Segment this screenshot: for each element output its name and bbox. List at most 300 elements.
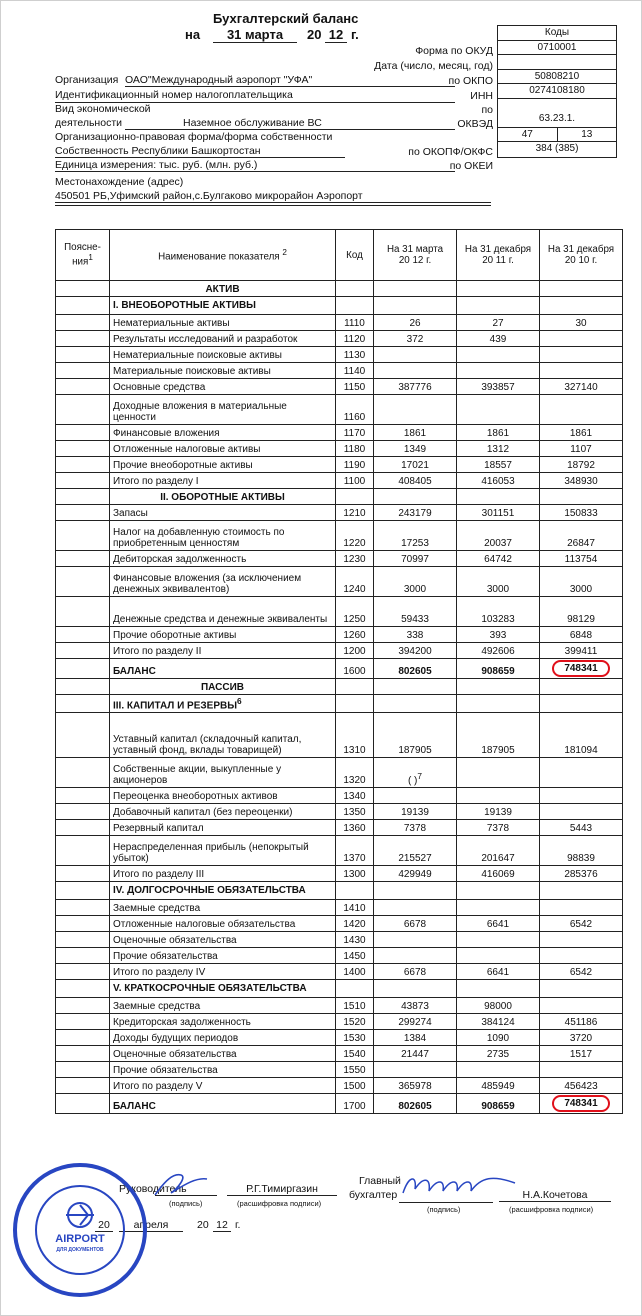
row-indicator-name — [110, 425, 336, 441]
row-value-3 — [540, 948, 623, 964]
row-value-2 — [457, 788, 540, 804]
row-value-3 — [540, 297, 623, 315]
row-value-3 — [540, 998, 623, 1014]
row-notes-cell — [56, 679, 110, 695]
row-value-3 — [540, 425, 623, 441]
row-value-3 — [540, 836, 623, 866]
table-row — [56, 980, 623, 998]
value-text: 103283 — [481, 614, 515, 625]
codes-box — [497, 25, 617, 158]
row-value-1 — [374, 916, 457, 932]
row-code: 1100 — [336, 473, 374, 489]
value-text: 384124 — [481, 1017, 515, 1029]
row-value-2 — [457, 379, 540, 395]
chief-sign-caption: (подпись) — [427, 1205, 461, 1214]
value-text: 70997 — [401, 554, 429, 565]
row-notes-cell — [56, 1062, 110, 1078]
row-value-1 — [374, 521, 457, 551]
row-value-1 — [374, 1094, 457, 1114]
row-value-1 — [374, 643, 457, 659]
row-value-2 — [457, 505, 540, 521]
table-row — [56, 425, 623, 441]
row-indicator-name — [110, 980, 336, 998]
row-notes-cell — [56, 425, 110, 441]
value-text: 301151 — [481, 508, 515, 519]
row-indicator-name — [110, 713, 336, 758]
row-code: 1400 — [336, 964, 374, 980]
row-notes-cell — [56, 347, 110, 363]
row-value-2 — [457, 804, 540, 820]
col-code-header: Код — [336, 230, 374, 281]
row-notes-cell — [56, 551, 110, 567]
row-value-2 — [457, 964, 540, 980]
row-code: 1180 — [336, 441, 374, 457]
value-text: 439 — [489, 334, 507, 345]
row-indicator-name — [110, 1078, 336, 1094]
seal-emblem-icon — [60, 1201, 100, 1229]
row-value-2 — [457, 347, 540, 363]
row-indicator-name — [110, 948, 336, 964]
row-value-2 — [457, 457, 540, 473]
row-notes-cell — [56, 489, 110, 505]
row-code: 1230 — [336, 551, 374, 567]
indicator-label: Денежные средства и денежные эквиваленты — [113, 614, 328, 625]
row-value-1 — [374, 505, 457, 521]
row-value-1 — [374, 1014, 457, 1030]
value-text: 1384 — [403, 1033, 427, 1045]
col-notes-header: Поясне-ния$^1$ — [56, 230, 110, 281]
row-value-1 — [374, 758, 457, 788]
row-indicator-name — [110, 395, 336, 425]
row-value-3 — [540, 315, 623, 331]
value-text: 6848 — [569, 630, 593, 641]
sign-date-year-label: г. — [235, 1219, 241, 1231]
row-indicator-name — [110, 281, 336, 297]
row-notes-cell — [56, 395, 110, 425]
row-code: 1210 — [336, 505, 374, 521]
value-text: 5443 — [569, 823, 593, 835]
row-indicator-name — [110, 758, 336, 788]
value-text: ( ) — [407, 775, 418, 787]
row-indicator-name — [110, 505, 336, 521]
balance-table — [55, 229, 623, 1114]
row-value-1 — [374, 567, 457, 597]
value-text: 393 — [489, 630, 507, 641]
col-dec2010-header: На 31 декабря 20 10 г. — [540, 230, 623, 281]
table-row — [56, 932, 623, 948]
row-indicator-name — [110, 643, 336, 659]
table-row — [56, 521, 623, 551]
table-row — [56, 489, 623, 505]
chief-label-1: Главный — [359, 1175, 401, 1187]
table-row — [56, 1078, 623, 1094]
indicator-label: Доходные вложения в материальные ценности — [113, 401, 287, 423]
row-value-2 — [457, 695, 540, 713]
row-notes-cell — [56, 457, 110, 473]
row-value-2 — [457, 1014, 540, 1030]
row-notes-cell — [56, 882, 110, 900]
value-text: 181094 — [564, 745, 598, 757]
company-seal-icon — [13, 1163, 147, 1297]
table-row — [56, 758, 623, 788]
row-value-2 — [457, 627, 540, 643]
table-row — [56, 659, 623, 679]
row-notes-cell — [56, 804, 110, 820]
okopf-okfs-row — [498, 128, 616, 143]
row-code: 1220 — [336, 521, 374, 551]
table-row — [56, 347, 623, 363]
row-code: 1350 — [336, 804, 374, 820]
row-indicator-name — [110, 882, 336, 900]
row-code: 1190 — [336, 457, 374, 473]
table-row — [56, 820, 623, 836]
row-value-2 — [457, 948, 540, 964]
value-text: 3720 — [569, 1033, 593, 1045]
col-indicator-header: Наименование показателя $^2$ — [110, 230, 336, 281]
row-value-2 — [457, 1078, 540, 1094]
value-text: 6641 — [486, 919, 510, 931]
row-indicator-name — [110, 932, 336, 948]
row-value-2 — [457, 1062, 540, 1078]
unit-label: Единица измерения: тыс. руб. (млн. руб.) — [55, 159, 455, 172]
row-notes-cell — [56, 932, 110, 948]
value-text: 20037 — [484, 538, 512, 549]
row-notes-cell — [56, 1094, 110, 1114]
indicator-label: Добавочный капитал (без переоценки) — [113, 807, 293, 819]
row-code: 1700 — [336, 1094, 374, 1114]
value-text: 6678 — [403, 919, 427, 931]
row-value-2 — [457, 315, 540, 331]
okfs-value: 13 — [581, 128, 593, 140]
indicator-label: Прочие обязательства — [113, 1065, 218, 1077]
row-value-2 — [457, 473, 540, 489]
document-title: Бухгалтерский баланс — [213, 11, 359, 26]
table-row — [56, 457, 623, 473]
row-indicator-name — [110, 489, 336, 505]
row-value-2 — [457, 836, 540, 866]
okud-label: Форма по ОКУД — [415, 45, 493, 57]
row-value-3 — [540, 882, 623, 900]
row-value-3 — [540, 804, 623, 820]
row-value-1 — [374, 489, 457, 505]
row-code: 1420 — [336, 916, 374, 932]
table-row — [56, 297, 623, 315]
row-indicator-name — [110, 659, 336, 679]
indicator-label: V. КРАТКОСРОЧНЫЕ ОБЯЗАТЕЛЬСТВА — [113, 983, 307, 995]
address-underline — [55, 205, 491, 206]
table-row — [56, 395, 623, 425]
sign-date-year-prefix: 20 — [197, 1219, 209, 1231]
row-value-1 — [374, 331, 457, 347]
row-notes-cell — [56, 505, 110, 521]
row-indicator-name — [110, 521, 336, 551]
indicator-label: Собственные акции, выкупленные у акционеров — [113, 764, 282, 787]
table-header-row — [56, 230, 623, 281]
row-value-1 — [374, 347, 457, 363]
row-value-3 — [540, 489, 623, 505]
row-value-3 — [540, 820, 623, 836]
table-row — [56, 551, 623, 567]
row-code — [336, 882, 374, 900]
date-code-value — [498, 55, 616, 70]
row-value-1 — [374, 1046, 457, 1062]
okopf-label: по ОКОПФ/ОКФС — [408, 146, 493, 158]
table-row — [56, 788, 623, 804]
head-decode-caption: (расшифровка подписи) — [237, 1199, 322, 1208]
row-indicator-name — [110, 1062, 336, 1078]
table-row — [56, 713, 623, 758]
row-value-2 — [457, 882, 540, 900]
row-value-3 — [540, 627, 623, 643]
row-value-2 — [457, 679, 540, 695]
chief-label-2: бухгалтер — [349, 1189, 398, 1201]
table-row — [56, 998, 623, 1014]
value-text: 429949 — [398, 869, 432, 881]
indicator-label: Итого по разделу II — [113, 646, 202, 657]
value-text: 372 — [406, 334, 424, 345]
table-row — [56, 679, 623, 695]
row-code: 1110 — [336, 315, 374, 331]
row-value-3 — [540, 1094, 623, 1114]
value-text: 64742 — [484, 554, 512, 565]
row-value-3 — [540, 932, 623, 948]
table-row — [56, 281, 623, 297]
row-value-3 — [540, 379, 623, 395]
indicator-label: Результаты исследований и разработок — [113, 334, 298, 345]
value-text: 27 — [492, 318, 504, 329]
value-text: 17021 — [401, 460, 429, 471]
indicator-label: БАЛАНС — [113, 666, 156, 677]
row-code: 1500 — [336, 1078, 374, 1094]
row-value-3 — [540, 473, 623, 489]
row-indicator-name — [110, 473, 336, 489]
row-notes-cell — [56, 363, 110, 379]
okved-value: 63.23.1. — [498, 99, 616, 128]
row-code: 1140 — [336, 363, 374, 379]
value-text: 59433 — [401, 614, 429, 625]
row-value-2 — [457, 820, 540, 836]
indicator-label: I. ВНЕОБОРОТНЫЕ АКТИВЫ — [113, 300, 256, 311]
col-dec2011-header: На 31 декабря 20 11 г. — [457, 230, 540, 281]
row-notes-cell — [56, 297, 110, 315]
indicator-label: Материальные поисковые активы — [113, 366, 271, 377]
row-value-3 — [540, 395, 623, 425]
row-value-3 — [540, 659, 623, 679]
date-on-label: на — [185, 27, 201, 42]
table-row — [56, 315, 623, 331]
table-row — [56, 916, 623, 932]
row-value-3 — [540, 1014, 623, 1030]
location-label: Местонахождение (адрес) — [55, 176, 184, 188]
value-text: 492606 — [481, 646, 515, 657]
row-value-3 — [540, 695, 623, 713]
row-value-1 — [374, 551, 457, 567]
row-code — [336, 297, 374, 315]
row-value-3 — [540, 866, 623, 882]
row-code: 1540 — [336, 1046, 374, 1062]
value-text: 1312 — [486, 444, 510, 455]
row-notes-cell — [56, 916, 110, 932]
value-text: 348930 — [564, 476, 598, 487]
head-label: Руководитель — [119, 1183, 187, 1195]
row-value-1 — [374, 679, 457, 695]
row-notes-cell — [56, 1014, 110, 1030]
row-value-3 — [540, 964, 623, 980]
row-indicator-name — [110, 998, 336, 1014]
row-indicator-name — [110, 379, 336, 395]
value-text: 802605 — [398, 666, 432, 677]
row-value-1 — [374, 866, 457, 882]
row-value-1 — [374, 804, 457, 820]
value-text: 338 — [406, 630, 424, 641]
indicator-label: Прочие обязательства — [113, 951, 218, 963]
row-notes-cell — [56, 1078, 110, 1094]
row-code — [336, 679, 374, 695]
row-code: 1520 — [336, 1014, 374, 1030]
row-notes-cell — [56, 948, 110, 964]
row-code — [336, 980, 374, 998]
value-text: 21447 — [401, 1049, 429, 1061]
date-code-label: Дата (число, месяц, год) — [374, 60, 493, 72]
okved-label-2: ОКВЭД — [457, 118, 493, 130]
row-indicator-name — [110, 679, 336, 695]
value-text: 6678 — [403, 967, 427, 979]
row-notes-cell — [56, 659, 110, 679]
value-text: 1861 — [403, 428, 427, 439]
head-sign-line — [155, 1195, 217, 1196]
row-value-2 — [457, 551, 540, 567]
legal-form-label: Организационно-правовая форма/форма собственности — [55, 131, 333, 143]
row-notes-cell — [56, 281, 110, 297]
value-text: 113754 — [564, 554, 598, 565]
row-value-3 — [540, 758, 623, 788]
row-value-2 — [457, 916, 540, 932]
sign-date-year: 12 — [213, 1219, 231, 1232]
indicator-label: IV. ДОЛГОСРОЧНЫЕ ОБЯЗАТЕЛЬСТВА — [113, 885, 306, 897]
okei-label: по ОКЕИ — [449, 160, 493, 172]
row-value-1 — [374, 1062, 457, 1078]
row-indicator-name — [110, 804, 336, 820]
highlighted-balance-value: 748341 — [552, 1095, 609, 1112]
value-text: 98000 — [484, 1001, 512, 1013]
chief-name: Н.А.Кочетова — [499, 1189, 611, 1202]
row-code: 1240 — [336, 567, 374, 597]
value-text: 285376 — [564, 869, 598, 881]
indicator-label: Оценочные обязательства — [113, 1049, 237, 1061]
indicator-label: Отложенные налоговые активы — [113, 444, 261, 455]
row-indicator-name — [110, 347, 336, 363]
table-row — [56, 964, 623, 980]
table-row — [56, 804, 623, 820]
row-value-1 — [374, 820, 457, 836]
row-value-3 — [540, 521, 623, 551]
row-value-2 — [457, 331, 540, 347]
indicator-label: Оценочные обязательства — [113, 935, 237, 947]
seal-subtext: ДЛЯ ДОКУМЕНТОВ — [56, 1247, 104, 1253]
value-text: 456423 — [564, 1081, 598, 1093]
row-code: 1360 — [336, 820, 374, 836]
row-value-2 — [457, 866, 540, 882]
row-notes-cell — [56, 866, 110, 882]
row-notes-cell — [56, 521, 110, 551]
row-value-2 — [457, 998, 540, 1014]
row-value-2 — [457, 659, 540, 679]
value-text: 43873 — [401, 1001, 429, 1013]
row-notes-cell — [56, 998, 110, 1014]
row-value-3 — [540, 347, 623, 363]
value-text: 6641 — [486, 967, 510, 979]
row-indicator-name — [110, 695, 336, 713]
row-indicator-name — [110, 331, 336, 347]
value-text: 18557 — [484, 460, 512, 471]
address-value: 450501 РБ,Уфимский район,с.Булгаково микрорайон Аэропорт — [55, 190, 491, 203]
value-text: 3000 — [569, 584, 593, 595]
table-row — [56, 948, 623, 964]
row-value-1 — [374, 1078, 457, 1094]
value-text: 19139 — [401, 807, 429, 819]
table-row — [56, 441, 623, 457]
indicator-label: II. ОБОРОТНЫЕ АКТИВЫ — [160, 492, 285, 503]
row-value-2 — [457, 932, 540, 948]
footnote-mark: 7 — [417, 771, 423, 781]
row-notes-cell — [56, 964, 110, 980]
table-row — [56, 1046, 623, 1062]
ownership-value: Собственность Республики Башкортостан — [55, 145, 345, 158]
value-text: 19139 — [484, 807, 512, 819]
row-indicator-name — [110, 836, 336, 866]
row-code: 1150 — [336, 379, 374, 395]
row-indicator-name — [110, 1046, 336, 1062]
year-suffix: 12 — [325, 27, 347, 43]
row-value-3 — [540, 597, 623, 627]
row-notes-cell — [56, 473, 110, 489]
row-value-1 — [374, 363, 457, 379]
value-text: 1090 — [486, 1033, 510, 1045]
row-value-3 — [540, 1062, 623, 1078]
value-text: 365978 — [398, 1081, 432, 1093]
row-value-3 — [540, 551, 623, 567]
row-value-2 — [457, 643, 540, 659]
row-value-3 — [540, 643, 623, 659]
row-value-1 — [374, 713, 457, 758]
row-value-3 — [540, 713, 623, 758]
row-code: 1250 — [336, 597, 374, 627]
row-code: 1320 — [336, 758, 374, 788]
value-text: 299274 — [398, 1017, 432, 1029]
value-text: 6542 — [569, 967, 593, 979]
inn-value: 0274108180 — [498, 84, 616, 99]
table-row — [56, 1094, 623, 1114]
table-row — [56, 627, 623, 643]
row-value-3 — [540, 1046, 623, 1062]
row-code: 1370 — [336, 836, 374, 866]
row-value-1 — [374, 948, 457, 964]
row-value-3 — [540, 505, 623, 521]
seal-inner-ring — [35, 1185, 125, 1275]
value-text: 416053 — [481, 476, 515, 487]
activity-label-2: деятельности — [55, 117, 122, 129]
row-value-1 — [374, 627, 457, 643]
row-value-3 — [540, 331, 623, 347]
row-indicator-name — [110, 866, 336, 882]
indicator-label: БАЛАНС — [113, 1101, 156, 1113]
indicator-label: Итого по разделу III — [113, 869, 205, 881]
row-notes-cell — [56, 900, 110, 916]
row-value-3 — [540, 916, 623, 932]
row-value-1 — [374, 695, 457, 713]
value-text: 18792 — [567, 460, 595, 471]
row-notes-cell — [56, 315, 110, 331]
